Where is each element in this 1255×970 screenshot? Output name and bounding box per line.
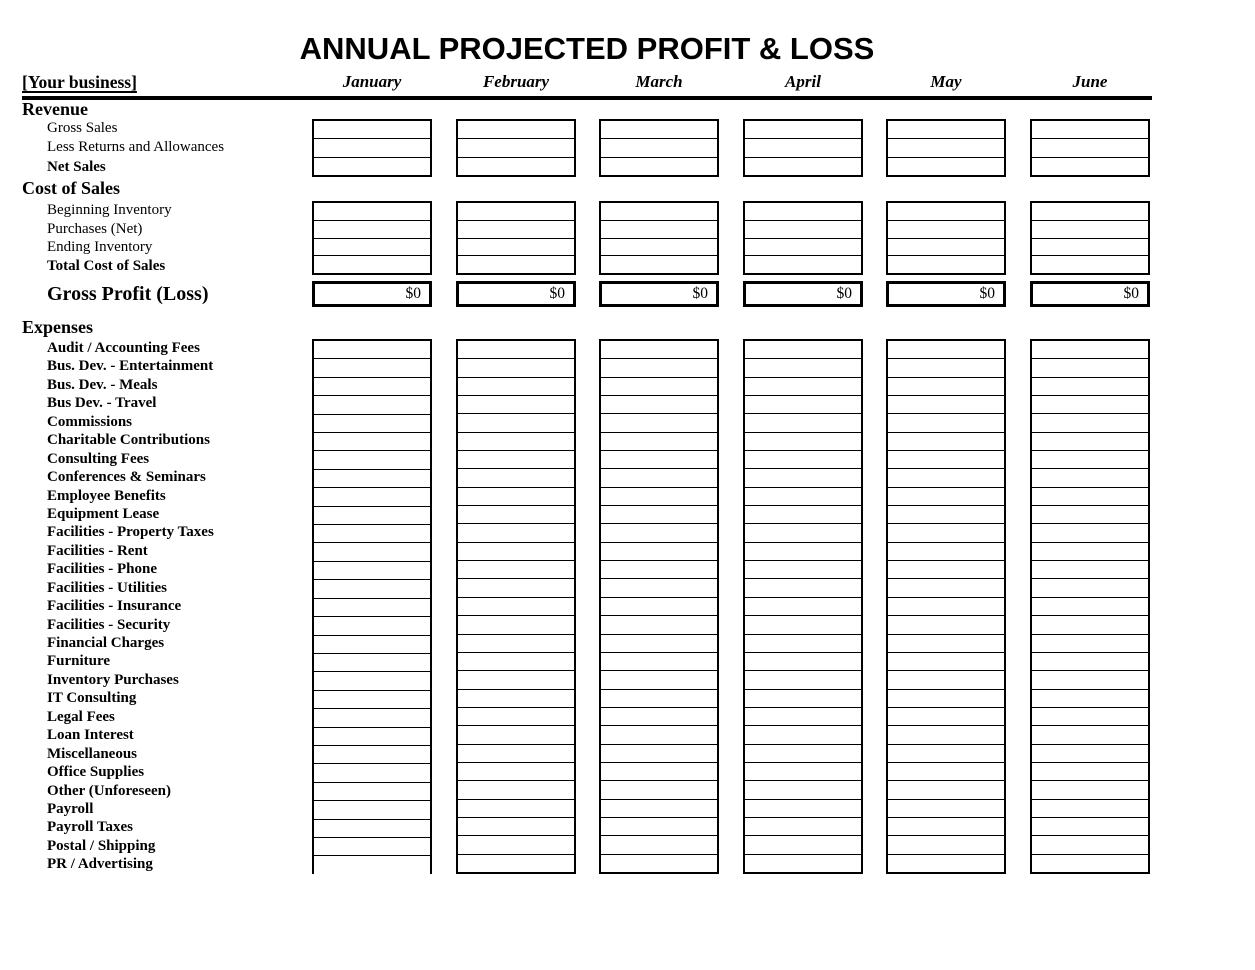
month-header-february: February bbox=[482, 72, 550, 91]
cost-of-sales-cell-may-r1[interactable] bbox=[888, 203, 1004, 221]
revenue-cell-january-r1[interactable] bbox=[314, 121, 430, 139]
row-label-facilities-utilities: Facilities - Utilities bbox=[47, 579, 167, 596]
expense-cell-june-r21[interactable] bbox=[1032, 708, 1148, 726]
expense-cell-march-r22[interactable] bbox=[601, 726, 717, 744]
expense-cell-march-r13[interactable] bbox=[601, 561, 717, 579]
row-label-facilities-phone: Facilities - Phone bbox=[47, 561, 157, 578]
expense-box-february bbox=[456, 339, 576, 874]
cost-of-sales-cell-april-r4[interactable] bbox=[745, 256, 861, 273]
expense-cell-june-r7[interactable] bbox=[1032, 451, 1148, 469]
month-header-april: April bbox=[785, 72, 821, 91]
expense-cell-may-r14[interactable] bbox=[888, 579, 1004, 597]
revenue-cell-may-r3[interactable] bbox=[888, 158, 1004, 175]
expense-cell-may-r25[interactable] bbox=[888, 781, 1004, 799]
cost-of-sales-cell-february-r1[interactable] bbox=[458, 203, 574, 221]
expense-cell-april-r16[interactable] bbox=[745, 616, 861, 634]
expense-cell-april-r19[interactable] bbox=[745, 671, 861, 689]
expense-cell-april-r15[interactable] bbox=[745, 598, 861, 616]
gross-profit-cell-february[interactable]: $0 bbox=[456, 281, 576, 307]
expense-cell-may-r19[interactable] bbox=[888, 671, 1004, 689]
revenue-cell-march-r1[interactable] bbox=[601, 121, 717, 139]
expense-cell-april-r11[interactable] bbox=[745, 524, 861, 542]
row-label-total-cost-of-sales: Total Cost of Sales bbox=[47, 257, 166, 274]
expense-cell-february-r18[interactable] bbox=[458, 653, 574, 671]
expense-cell-april-r28[interactable] bbox=[745, 836, 861, 854]
revenue-cell-february-r3[interactable] bbox=[458, 158, 574, 175]
expense-cell-may-r7[interactable] bbox=[888, 451, 1004, 469]
row-label-it-consulting: IT Consulting bbox=[47, 690, 137, 707]
expense-cell-june-r9[interactable] bbox=[1032, 488, 1148, 506]
business-name-label[interactable]: [Your business] bbox=[22, 72, 137, 92]
revenue-cell-february-r2[interactable] bbox=[458, 139, 574, 157]
cost-of-sales-cell-may-r3[interactable] bbox=[888, 239, 1004, 257]
expense-cell-april-r21[interactable] bbox=[745, 708, 861, 726]
expense-cell-may-r9[interactable] bbox=[888, 488, 1004, 506]
row-label-facilities-property-taxes: Facilities - Property Taxes bbox=[47, 524, 214, 541]
expense-cell-march-r28[interactable] bbox=[601, 836, 717, 854]
expense-cell-june-r10[interactable] bbox=[1032, 506, 1148, 524]
cost-of-sales-cell-february-r2[interactable] bbox=[458, 221, 574, 239]
expense-cell-april-r2[interactable] bbox=[745, 359, 861, 377]
expense-cell-april-r27[interactable] bbox=[745, 818, 861, 836]
expense-cell-april-r6[interactable] bbox=[745, 433, 861, 451]
section-heading-expenses: Expenses bbox=[22, 317, 94, 337]
section-heading-cost-of-sales: Cost of Sales bbox=[22, 178, 120, 198]
expense-cell-march-r17[interactable] bbox=[601, 635, 717, 653]
revenue-box-february bbox=[456, 119, 576, 177]
row-label-furniture: Furniture bbox=[47, 653, 111, 670]
cost-of-sales-box-march bbox=[599, 201, 719, 275]
expense-cell-april-r10[interactable] bbox=[745, 506, 861, 524]
expense-cell-april-r20[interactable] bbox=[745, 690, 861, 708]
header-rule bbox=[22, 96, 1152, 100]
revenue-row-labels bbox=[47, 119, 224, 177]
row-label-facilities-rent: Facilities - Rent bbox=[47, 542, 148, 559]
expense-cell-march-r23[interactable] bbox=[601, 745, 717, 763]
expense-cell-march-r9[interactable] bbox=[601, 488, 717, 506]
expense-cell-january-r29[interactable] bbox=[314, 856, 430, 873]
expense-cell-march-r16[interactable] bbox=[601, 616, 717, 634]
expense-cell-june-r13[interactable] bbox=[1032, 561, 1148, 579]
expense-cell-february-r21[interactable] bbox=[458, 708, 574, 726]
expense-cell-january-r18[interactable] bbox=[314, 654, 430, 672]
row-label-office-supplies: Office Supplies bbox=[47, 764, 145, 781]
expense-cell-april-r5[interactable] bbox=[745, 414, 861, 432]
revenue-cell-june-r2[interactable] bbox=[1032, 139, 1148, 157]
cost-of-sales-cell-february-r4[interactable] bbox=[458, 256, 574, 273]
expense-cell-january-r10[interactable] bbox=[314, 507, 430, 525]
row-label-bus-dev-meals: Bus. Dev. - Meals bbox=[47, 376, 158, 393]
expense-cell-may-r1[interactable] bbox=[888, 341, 1004, 359]
expense-cell-january-r3[interactable] bbox=[314, 378, 430, 396]
expense-cell-april-r9[interactable] bbox=[745, 488, 861, 506]
row-label-commissions: Commissions bbox=[47, 413, 133, 430]
revenue-box-june bbox=[1030, 119, 1150, 177]
expense-cell-february-r12[interactable] bbox=[458, 543, 574, 561]
expense-cell-january-r9[interactable] bbox=[314, 488, 430, 506]
expense-cell-february-r19[interactable] bbox=[458, 671, 574, 689]
expense-cell-june-r23[interactable] bbox=[1032, 745, 1148, 763]
revenue-cell-january-r3[interactable] bbox=[314, 158, 430, 175]
expense-cell-april-r23[interactable] bbox=[745, 745, 861, 763]
cost-of-sales-box-february bbox=[456, 201, 576, 275]
row-label-miscellaneous: Miscellaneous bbox=[47, 745, 137, 762]
expense-cell-march-r26[interactable] bbox=[601, 800, 717, 818]
expense-cell-june-r2[interactable] bbox=[1032, 359, 1148, 377]
revenue-cell-march-r3[interactable] bbox=[601, 158, 717, 175]
month-header-june: June bbox=[1072, 72, 1108, 91]
expense-cell-april-r1[interactable] bbox=[745, 341, 861, 359]
expense-cell-january-r24[interactable] bbox=[314, 764, 430, 782]
expense-cell-june-r8[interactable] bbox=[1032, 469, 1148, 487]
cost-of-sales-cell-march-r2[interactable] bbox=[601, 221, 717, 239]
cost-of-sales-cell-january-r1[interactable] bbox=[314, 203, 430, 221]
expense-cell-february-r7[interactable] bbox=[458, 451, 574, 469]
expense-cell-march-r2[interactable] bbox=[601, 359, 717, 377]
row-label-consulting-fees: Consulting Fees bbox=[47, 450, 150, 467]
revenue-cell-june-r3[interactable] bbox=[1032, 158, 1148, 175]
expense-cell-february-r16[interactable] bbox=[458, 616, 574, 634]
expense-cell-may-r4[interactable] bbox=[888, 396, 1004, 414]
expense-cell-may-r18[interactable] bbox=[888, 653, 1004, 671]
expense-cell-february-r5[interactable] bbox=[458, 414, 574, 432]
expense-cell-february-r1[interactable] bbox=[458, 341, 574, 359]
expense-cell-may-r27[interactable] bbox=[888, 818, 1004, 836]
expense-cell-april-r7[interactable] bbox=[745, 451, 861, 469]
cost-of-sales-cell-march-r1[interactable] bbox=[601, 203, 717, 221]
expense-cell-january-r11[interactable] bbox=[314, 525, 430, 543]
expense-cell-february-r10[interactable] bbox=[458, 506, 574, 524]
gross-profit-cell-june[interactable]: $0 bbox=[1030, 281, 1150, 307]
row-label-loan-interest: Loan Interest bbox=[47, 727, 134, 744]
expense-cell-may-r5[interactable] bbox=[888, 414, 1004, 432]
expense-cell-march-r20[interactable] bbox=[601, 690, 717, 708]
expense-box-june bbox=[1030, 339, 1150, 874]
cost-of-sales-cell-february-r3[interactable] bbox=[458, 239, 574, 257]
expense-cell-june-r25[interactable] bbox=[1032, 781, 1148, 799]
expense-cell-january-r23[interactable] bbox=[314, 746, 430, 764]
expense-cell-march-r12[interactable] bbox=[601, 543, 717, 561]
expense-cell-april-r22[interactable] bbox=[745, 726, 861, 744]
expense-cell-may-r13[interactable] bbox=[888, 561, 1004, 579]
revenue-box-january bbox=[312, 119, 432, 177]
revenue-cell-june-r1[interactable] bbox=[1032, 121, 1148, 139]
expense-cell-june-r18[interactable] bbox=[1032, 653, 1148, 671]
expense-cell-january-r14[interactable] bbox=[314, 580, 430, 598]
expense-cell-march-r15[interactable] bbox=[601, 598, 717, 616]
expense-box-april bbox=[743, 339, 863, 874]
expense-cell-february-r20[interactable] bbox=[458, 690, 574, 708]
expense-cell-february-r25[interactable] bbox=[458, 781, 574, 799]
expense-cell-may-r26[interactable] bbox=[888, 800, 1004, 818]
gross-profit-cell-march[interactable]: $0 bbox=[599, 281, 719, 307]
row-label-charitable-contributions: Charitable Contributions bbox=[47, 432, 210, 449]
cost-of-sales-cell-january-r3[interactable] bbox=[314, 239, 430, 257]
section-heading-revenue: Revenue bbox=[22, 99, 88, 119]
expense-cell-january-r20[interactable] bbox=[314, 691, 430, 709]
expense-cell-april-r8[interactable] bbox=[745, 469, 861, 487]
expense-cell-february-r26[interactable] bbox=[458, 800, 574, 818]
expense-cell-may-r29[interactable] bbox=[888, 855, 1004, 872]
expense-cell-march-r11[interactable] bbox=[601, 524, 717, 542]
row-label-net-sales: Net Sales bbox=[47, 158, 106, 175]
row-label-bus-dev-entertainment: Bus. Dev. - Entertainment bbox=[47, 358, 214, 375]
cost-of-sales-cell-january-r2[interactable] bbox=[314, 221, 430, 239]
expense-cell-january-r12[interactable] bbox=[314, 543, 430, 561]
expense-cell-january-r19[interactable] bbox=[314, 672, 430, 690]
expense-cell-june-r28[interactable] bbox=[1032, 836, 1148, 854]
expense-row-labels bbox=[47, 339, 214, 874]
revenue-cell-april-r2[interactable] bbox=[745, 139, 861, 157]
expense-cell-may-r8[interactable] bbox=[888, 469, 1004, 487]
expense-cell-february-r29[interactable] bbox=[458, 855, 574, 872]
expense-cell-march-r4[interactable] bbox=[601, 396, 717, 414]
expense-cell-june-r17[interactable] bbox=[1032, 635, 1148, 653]
expense-cell-february-r23[interactable] bbox=[458, 745, 574, 763]
expense-cell-may-r6[interactable] bbox=[888, 433, 1004, 451]
gross-profit-cell-may[interactable]: $0 bbox=[886, 281, 1006, 307]
expense-cell-march-r1[interactable] bbox=[601, 341, 717, 359]
expense-cell-january-r6[interactable] bbox=[314, 433, 430, 451]
cost-of-sales-cell-june-r3[interactable] bbox=[1032, 239, 1148, 257]
expense-cell-january-r8[interactable] bbox=[314, 470, 430, 488]
gross-profit-cell-april[interactable]: $0 bbox=[743, 281, 863, 307]
cost-of-sales-cell-march-r3[interactable] bbox=[601, 239, 717, 257]
expense-cell-february-r9[interactable] bbox=[458, 488, 574, 506]
cost-of-sales-cell-june-r4[interactable] bbox=[1032, 256, 1148, 273]
cost-of-sales-cell-may-r2[interactable] bbox=[888, 221, 1004, 239]
expense-cell-april-r3[interactable] bbox=[745, 378, 861, 396]
expense-cell-may-r22[interactable] bbox=[888, 726, 1004, 744]
expense-cell-may-r28[interactable] bbox=[888, 836, 1004, 854]
expense-cell-june-r3[interactable] bbox=[1032, 378, 1148, 396]
expense-cell-february-r15[interactable] bbox=[458, 598, 574, 616]
expense-cell-january-r7[interactable] bbox=[314, 451, 430, 469]
expense-cell-march-r27[interactable] bbox=[601, 818, 717, 836]
expense-cell-january-r13[interactable] bbox=[314, 562, 430, 580]
expense-cell-february-r13[interactable] bbox=[458, 561, 574, 579]
row-label-legal-fees: Legal Fees bbox=[47, 708, 115, 725]
expense-cell-january-r17[interactable] bbox=[314, 636, 430, 654]
gross-profit-cell-january[interactable]: $0 bbox=[312, 281, 432, 307]
expense-cell-june-r16[interactable] bbox=[1032, 616, 1148, 634]
expense-cell-january-r4[interactable] bbox=[314, 396, 430, 414]
month-header-may: May bbox=[930, 72, 962, 91]
expense-cell-april-r17[interactable] bbox=[745, 635, 861, 653]
expense-cell-april-r14[interactable] bbox=[745, 579, 861, 597]
expense-box-january bbox=[312, 339, 432, 874]
expense-cell-january-r2[interactable] bbox=[314, 359, 430, 377]
revenue-cell-may-r2[interactable] bbox=[888, 139, 1004, 157]
expense-cell-june-r11[interactable] bbox=[1032, 524, 1148, 542]
row-label-less-returns-and-allowances: Less Returns and Allowances bbox=[47, 139, 225, 156]
revenue-cell-february-r1[interactable] bbox=[458, 121, 574, 139]
expense-cell-february-r4[interactable] bbox=[458, 396, 574, 414]
expense-cell-march-r25[interactable] bbox=[601, 781, 717, 799]
cost-of-sales-cell-april-r1[interactable] bbox=[745, 203, 861, 221]
expense-cell-january-r25[interactable] bbox=[314, 783, 430, 801]
revenue-cell-april-r3[interactable] bbox=[745, 158, 861, 175]
cost-of-sales-box-may bbox=[886, 201, 1006, 275]
expense-cell-may-r2[interactable] bbox=[888, 359, 1004, 377]
cost-of-sales-box-june bbox=[1030, 201, 1150, 275]
expense-cell-january-r28[interactable] bbox=[314, 838, 430, 856]
expense-box-march bbox=[599, 339, 719, 874]
expense-cell-may-r24[interactable] bbox=[888, 763, 1004, 781]
expense-cell-may-r3[interactable] bbox=[888, 378, 1004, 396]
expense-cell-june-r27[interactable] bbox=[1032, 818, 1148, 836]
expense-cell-june-r15[interactable] bbox=[1032, 598, 1148, 616]
expense-cell-may-r16[interactable] bbox=[888, 616, 1004, 634]
row-label-facilities-insurance: Facilities - Insurance bbox=[47, 598, 182, 615]
revenue-cell-april-r1[interactable] bbox=[745, 121, 861, 139]
expense-cell-march-r6[interactable] bbox=[601, 433, 717, 451]
row-label-ending-inventory: Ending Inventory bbox=[47, 239, 153, 255]
expense-cell-january-r16[interactable] bbox=[314, 617, 430, 635]
expense-cell-may-r15[interactable] bbox=[888, 598, 1004, 616]
revenue-box-may bbox=[886, 119, 1006, 177]
revenue-box-april bbox=[743, 119, 863, 177]
expense-cell-june-r6[interactable] bbox=[1032, 433, 1148, 451]
expense-cell-february-r3[interactable] bbox=[458, 378, 574, 396]
row-label-beginning-inventory: Beginning Inventory bbox=[47, 202, 172, 218]
page-title: ANNUAL PROJECTED PROFIT & LOSS bbox=[299, 31, 875, 66]
expense-cell-june-r20[interactable] bbox=[1032, 690, 1148, 708]
row-label-inventory-purchases: Inventory Purchases bbox=[47, 671, 179, 688]
expense-cell-june-r14[interactable] bbox=[1032, 579, 1148, 597]
expense-cell-april-r25[interactable] bbox=[745, 781, 861, 799]
gross-profit-label: Gross Profit (Loss) bbox=[47, 283, 209, 305]
expense-cell-june-r26[interactable] bbox=[1032, 800, 1148, 818]
expense-cell-february-r28[interactable] bbox=[458, 836, 574, 854]
expense-cell-march-r10[interactable] bbox=[601, 506, 717, 524]
row-label-financial-charges: Financial Charges bbox=[47, 635, 165, 651]
expense-cell-june-r24[interactable] bbox=[1032, 763, 1148, 781]
expense-cell-february-r24[interactable] bbox=[458, 763, 574, 781]
expense-cell-march-r29[interactable] bbox=[601, 855, 717, 872]
cost-of-sales-cell-january-r4[interactable] bbox=[314, 256, 430, 273]
expense-cell-june-r4[interactable] bbox=[1032, 396, 1148, 414]
expense-cell-march-r8[interactable] bbox=[601, 469, 717, 487]
expense-cell-march-r5[interactable] bbox=[601, 414, 717, 432]
expense-cell-january-r27[interactable] bbox=[314, 820, 430, 838]
expense-cell-april-r26[interactable] bbox=[745, 800, 861, 818]
expense-cell-april-r29[interactable] bbox=[745, 855, 861, 872]
month-header-march: March bbox=[635, 72, 683, 91]
expense-cell-may-r17[interactable] bbox=[888, 635, 1004, 653]
row-label-postal-shipping: Postal / Shipping bbox=[47, 837, 156, 854]
row-label-payroll-taxes: Payroll Taxes bbox=[47, 819, 133, 836]
expense-cell-january-r15[interactable] bbox=[314, 599, 430, 617]
expense-cell-april-r24[interactable] bbox=[745, 763, 861, 781]
month-header-january: January bbox=[342, 72, 402, 91]
revenue-cell-march-r2[interactable] bbox=[601, 139, 717, 157]
expense-cell-june-r5[interactable] bbox=[1032, 414, 1148, 432]
expense-cell-march-r14[interactable] bbox=[601, 579, 717, 597]
expense-cell-january-r21[interactable] bbox=[314, 709, 430, 727]
expense-cell-march-r18[interactable] bbox=[601, 653, 717, 671]
row-label-employee-benefits: Employee Benefits bbox=[47, 487, 166, 504]
expense-cell-march-r19[interactable] bbox=[601, 671, 717, 689]
expense-cell-june-r12[interactable] bbox=[1032, 543, 1148, 561]
row-label-equipment-lease: Equipment Lease bbox=[47, 505, 160, 522]
expense-cell-february-r11[interactable] bbox=[458, 524, 574, 542]
expense-cell-february-r17[interactable] bbox=[458, 635, 574, 653]
expense-cell-february-r6[interactable] bbox=[458, 433, 574, 451]
cost-of-sales-box-january bbox=[312, 201, 432, 275]
cost-of-sales-row-labels bbox=[47, 201, 172, 275]
row-label-facilities-security: Facilities - Security bbox=[47, 616, 171, 633]
row-label-audit-accounting-fees: Audit / Accounting Fees bbox=[47, 340, 200, 356]
expense-cell-may-r21[interactable] bbox=[888, 708, 1004, 726]
revenue-cell-january-r2[interactable] bbox=[314, 139, 430, 157]
expense-cell-january-r26[interactable] bbox=[314, 801, 430, 819]
expense-cell-march-r3[interactable] bbox=[601, 378, 717, 396]
cost-of-sales-cell-may-r4[interactable] bbox=[888, 256, 1004, 273]
row-label-gross-sales: Gross Sales bbox=[47, 120, 118, 136]
expense-cell-february-r27[interactable] bbox=[458, 818, 574, 836]
expense-cell-april-r12[interactable] bbox=[745, 543, 861, 561]
expense-cell-april-r13[interactable] bbox=[745, 561, 861, 579]
cost-of-sales-cell-june-r1[interactable] bbox=[1032, 203, 1148, 221]
expense-cell-june-r29[interactable] bbox=[1032, 855, 1148, 872]
expense-cell-april-r18[interactable] bbox=[745, 653, 861, 671]
expense-cell-january-r5[interactable] bbox=[314, 415, 430, 433]
cost-of-sales-cell-march-r4[interactable] bbox=[601, 256, 717, 273]
row-label-bus-dev-travel: Bus Dev. - Travel bbox=[47, 395, 157, 412]
cost-of-sales-cell-april-r2[interactable] bbox=[745, 221, 861, 239]
expense-cell-january-r22[interactable] bbox=[314, 728, 430, 746]
row-label-other-unforeseen: Other (Unforeseen) bbox=[47, 782, 171, 799]
expense-cell-april-r4[interactable] bbox=[745, 396, 861, 414]
row-label-conferences-seminars: Conferences & Seminars bbox=[47, 469, 206, 486]
expense-cell-may-r12[interactable] bbox=[888, 543, 1004, 561]
expense-box-may bbox=[886, 339, 1006, 874]
expense-cell-may-r10[interactable] bbox=[888, 506, 1004, 524]
expense-cell-june-r1[interactable] bbox=[1032, 341, 1148, 359]
expense-cell-may-r20[interactable] bbox=[888, 690, 1004, 708]
revenue-cell-may-r1[interactable] bbox=[888, 121, 1004, 139]
revenue-box-march bbox=[599, 119, 719, 177]
expense-cell-february-r2[interactable] bbox=[458, 359, 574, 377]
expense-cell-may-r11[interactable] bbox=[888, 524, 1004, 542]
cost-of-sales-cell-june-r2[interactable] bbox=[1032, 221, 1148, 239]
row-label-payroll: Payroll bbox=[47, 800, 94, 817]
cost-of-sales-cell-april-r3[interactable] bbox=[745, 239, 861, 257]
expense-cell-february-r14[interactable] bbox=[458, 579, 574, 597]
expense-cell-march-r7[interactable] bbox=[601, 451, 717, 469]
expense-cell-february-r8[interactable] bbox=[458, 469, 574, 487]
cost-of-sales-box-april bbox=[743, 201, 863, 275]
expense-cell-march-r24[interactable] bbox=[601, 763, 717, 781]
expense-cell-march-r21[interactable] bbox=[601, 708, 717, 726]
expense-cell-february-r22[interactable] bbox=[458, 726, 574, 744]
expense-cell-june-r22[interactable] bbox=[1032, 726, 1148, 744]
expense-cell-june-r19[interactable] bbox=[1032, 671, 1148, 689]
row-label-pr-advertising: PR / Advertising bbox=[47, 856, 153, 873]
expense-cell-january-r1[interactable] bbox=[314, 341, 430, 359]
expense-cell-may-r23[interactable] bbox=[888, 745, 1004, 763]
row-label-purchases-net: Purchases (Net) bbox=[47, 220, 143, 237]
